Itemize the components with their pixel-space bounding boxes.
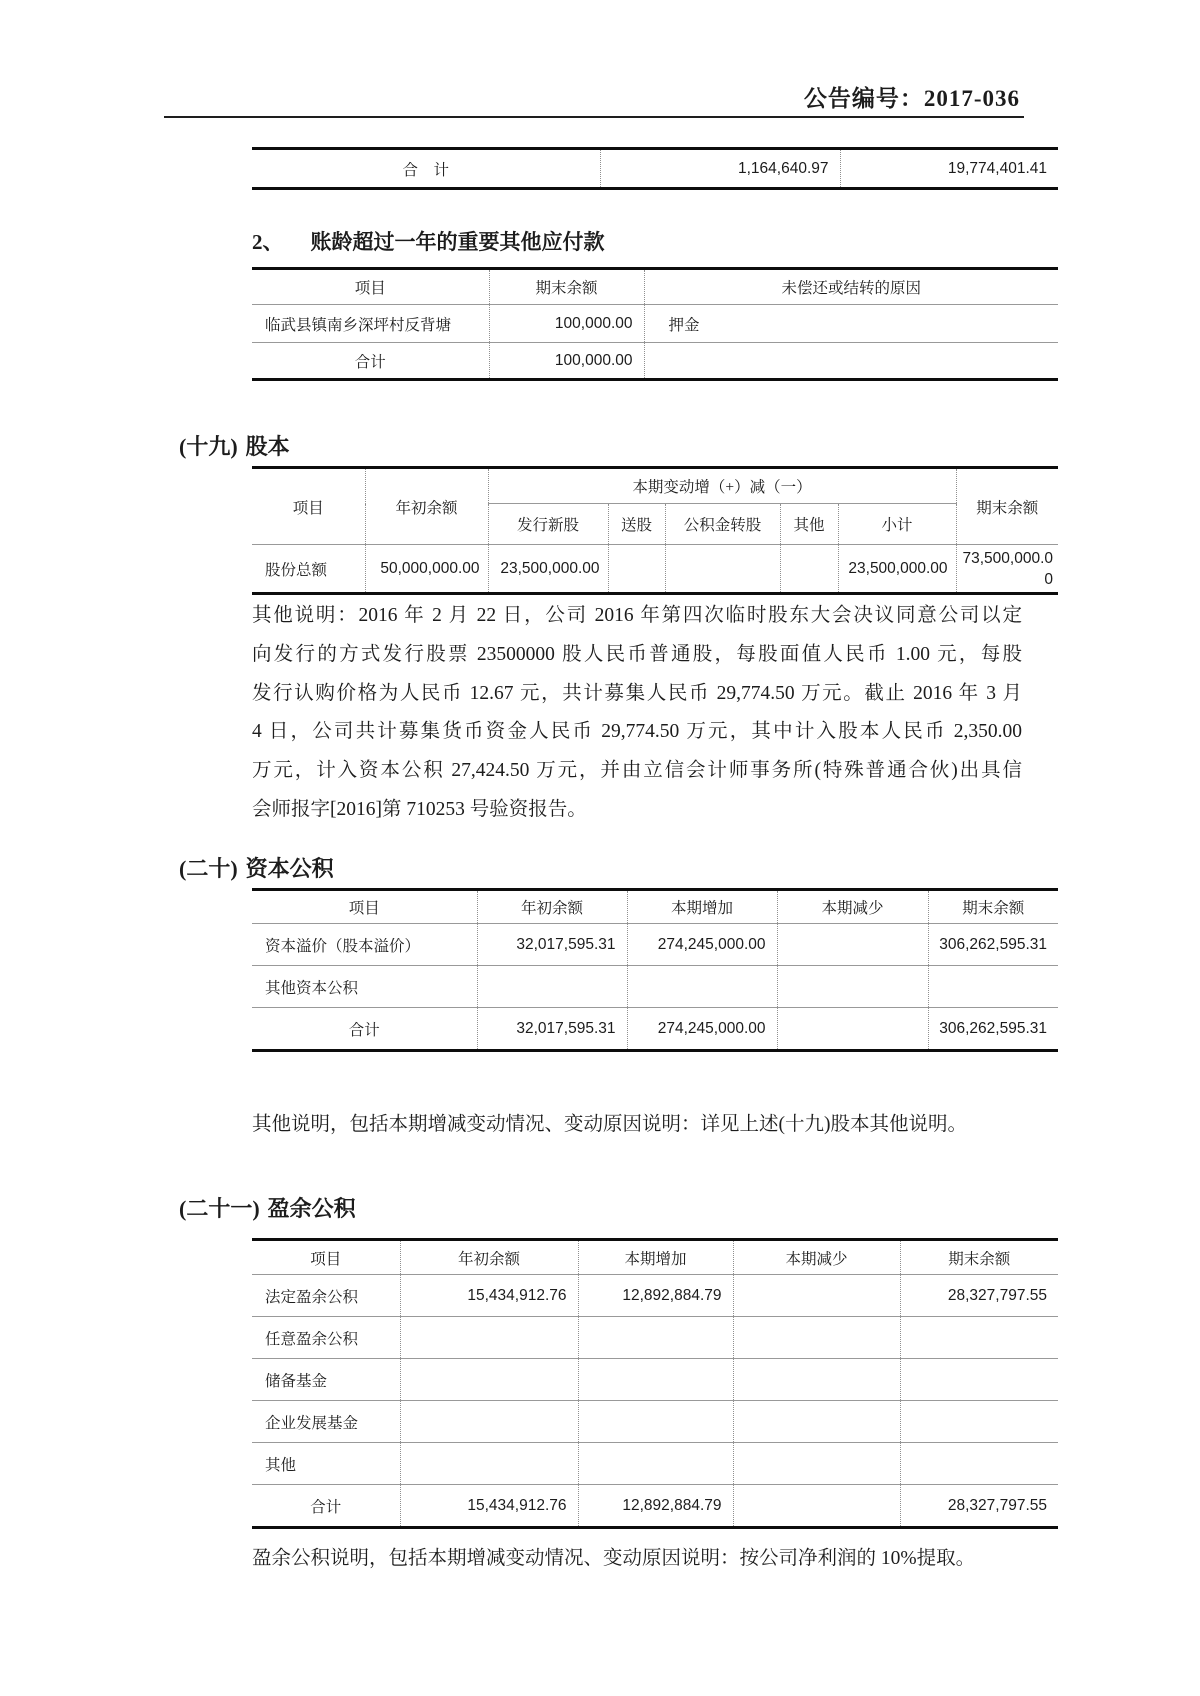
total-label-cell: 合 计 bbox=[402, 161, 449, 179]
heading-number: (十九) bbox=[179, 434, 238, 459]
amount-cell bbox=[578, 1443, 733, 1485]
header-cell: 期末余额 bbox=[900, 1240, 1058, 1275]
header-cell: 公积金转股 bbox=[665, 504, 780, 545]
share-capital-table bbox=[252, 466, 1058, 595]
item-cell: 企业发展基金 bbox=[252, 1401, 400, 1443]
header-cell: 本期减少 bbox=[733, 1240, 900, 1275]
amount-cell bbox=[777, 966, 928, 1008]
table-row bbox=[252, 305, 1058, 343]
note-line: 4 日，公司共计募集货币资金人民币 29,774.50 万元，其中计入股本人民币 2,350.00 bbox=[252, 721, 1022, 743]
item-cell: 任意盈余公积 bbox=[252, 1317, 400, 1359]
reason-cell: 押金 bbox=[644, 305, 1058, 343]
header-cell: 本期减少 bbox=[777, 890, 928, 924]
table-row bbox=[252, 343, 1058, 380]
amount-cell bbox=[400, 1443, 578, 1485]
reason-cell bbox=[644, 343, 1058, 380]
aged-payables-heading bbox=[252, 226, 605, 256]
heading-title: 资本公积 bbox=[245, 856, 334, 881]
total-amount-cell-2: 19,774,401.41 bbox=[840, 149, 1058, 189]
header-cell: 期末余额 bbox=[928, 890, 1058, 924]
amount-cell bbox=[900, 1401, 1058, 1443]
table-row bbox=[252, 149, 1058, 189]
amount-cell bbox=[665, 545, 780, 594]
heading-number: (二十) bbox=[179, 856, 238, 881]
amount-cell: 28,327,797.55 bbox=[900, 1485, 1058, 1528]
item-cell: 法定盈余公积 bbox=[252, 1275, 400, 1317]
item-cell: 合计 bbox=[252, 1008, 477, 1051]
capital-reserve-heading bbox=[179, 852, 334, 883]
header-cell: 年初余额 bbox=[400, 1240, 578, 1275]
header-cell: 其他 bbox=[780, 504, 838, 545]
header-cell: 未偿还或结转的原因 bbox=[644, 269, 1058, 305]
amount-cell bbox=[477, 966, 627, 1008]
table-row bbox=[252, 924, 1058, 966]
note-line: 其他说明：2016 年 2 月 22 日，公司 2016 年第四次临时股东大会决议同意公司以定 bbox=[252, 605, 1022, 626]
table-header-row bbox=[252, 468, 1058, 504]
table-row bbox=[252, 1359, 1058, 1401]
amount-cell bbox=[777, 924, 928, 966]
header-cell: 年初余额 bbox=[477, 890, 627, 924]
item-cell: 合计 bbox=[252, 343, 489, 380]
notice-number: 公告编号：2017-036 bbox=[803, 86, 1020, 111]
amount-cell bbox=[400, 1317, 578, 1359]
summary-total-table bbox=[252, 147, 1058, 190]
aged-payables-table bbox=[252, 267, 1058, 381]
table-row bbox=[252, 1317, 1058, 1359]
amount-cell: 12,892,884.79 bbox=[578, 1275, 733, 1317]
amount-cell: 12,892,884.79 bbox=[578, 1485, 733, 1528]
header-cell: 本期增加 bbox=[578, 1240, 733, 1275]
amount-cell: 306,262,595.31 bbox=[928, 924, 1058, 966]
note-line: 万元，计入资本公积 27,424.50 万元，并由立信会计师事务所(特殊普通合伙)出具信 bbox=[252, 760, 1022, 782]
header-cell: 项目 bbox=[348, 900, 380, 917]
table-header-row bbox=[252, 890, 1058, 924]
table-row bbox=[252, 545, 1058, 594]
amount-cell: 100,000.00 bbox=[489, 343, 644, 380]
header-cell: 项目 bbox=[292, 499, 324, 517]
header-cell: 期末余额 bbox=[956, 468, 1058, 545]
amount-cell: 50,000,000.00 bbox=[365, 545, 488, 594]
item-cell: 股份总额 bbox=[252, 545, 365, 594]
share-capital-note bbox=[252, 597, 1022, 830]
amount-cell bbox=[928, 966, 1058, 1008]
amount-cell: 306,262,595.31 bbox=[928, 1008, 1058, 1051]
amount-cell: 15,434,912.76 bbox=[400, 1275, 578, 1317]
amount-cell bbox=[400, 1401, 578, 1443]
heading-number: (二十一) bbox=[179, 1196, 260, 1221]
amount-cell bbox=[780, 545, 838, 594]
note-line: 发行认购价格为人民币 12.67 元，共计募集人民币 29,774.50 万元。截止 2016 年 3 月 bbox=[252, 682, 1022, 704]
amount-cell bbox=[608, 545, 665, 594]
amount-cell: 73,500,000.00 bbox=[956, 545, 1058, 594]
amount-cell: 32,017,595.31 bbox=[477, 1008, 627, 1051]
header-rule bbox=[164, 116, 1024, 118]
amount-cell bbox=[733, 1401, 900, 1443]
capital-reserve-note: 其他说明，包括本期增减变动情况、变动原因说明：详见上述(十九)股本其他说明。 bbox=[252, 1114, 967, 1135]
heading-number: 2、 bbox=[252, 230, 284, 254]
amount-cell bbox=[733, 1485, 900, 1528]
table-header-row bbox=[252, 269, 1058, 305]
table-row bbox=[252, 966, 1058, 1008]
header-cell: 送股 bbox=[608, 504, 665, 545]
amount-cell bbox=[777, 1008, 928, 1051]
surplus-reserve-table bbox=[252, 1238, 1058, 1529]
amount-cell: 15,434,912.76 bbox=[400, 1485, 578, 1528]
surplus-reserve-heading bbox=[179, 1192, 356, 1223]
item-cell: 其他 bbox=[252, 1443, 400, 1485]
amount-cell: 23,500,000.00 bbox=[488, 545, 608, 594]
note-line: 向发行的方式发行股票 23500000 股人民币普通股，每股面值人民币 1.00 元，每股 bbox=[252, 643, 1022, 665]
amount-cell bbox=[900, 1443, 1058, 1485]
share-capital-heading bbox=[179, 430, 290, 461]
amount-cell bbox=[733, 1275, 900, 1317]
item-cell: 其他资本公积 bbox=[252, 966, 477, 1008]
amount-cell: 32,017,595.31 bbox=[477, 924, 627, 966]
amount-cell bbox=[733, 1443, 900, 1485]
amount-cell: 100,000.00 bbox=[489, 305, 644, 343]
amount-cell bbox=[627, 966, 777, 1008]
table-row bbox=[252, 1443, 1058, 1485]
header-cell: 小计 bbox=[838, 504, 956, 545]
amount-cell bbox=[578, 1317, 733, 1359]
total-amount-cell-1: 1,164,640.97 bbox=[600, 149, 840, 189]
amount-cell bbox=[578, 1359, 733, 1401]
header-group-cell: 本期变动增（+）减（一） bbox=[488, 468, 956, 504]
amount-cell bbox=[578, 1401, 733, 1443]
amount-cell: 274,245,000.00 bbox=[627, 924, 777, 966]
table-row bbox=[252, 1485, 1058, 1528]
amount-cell: 23,500,000.00 bbox=[838, 545, 956, 594]
header-cell: 项目 bbox=[310, 1250, 342, 1268]
heading-title: 盈余公积 bbox=[267, 1196, 356, 1221]
header-cell: 本期增加 bbox=[627, 890, 777, 924]
item-cell: 资本溢价（股本溢价） bbox=[252, 924, 477, 966]
table-row bbox=[252, 1401, 1058, 1443]
header-cell: 年初余额 bbox=[365, 468, 488, 545]
note-line: 会师报字[2016]第 710253 号验资报告。 bbox=[252, 798, 587, 820]
amount-cell: 274,245,000.00 bbox=[627, 1008, 777, 1051]
item-cell: 合计 bbox=[252, 1485, 400, 1528]
table-row bbox=[252, 1008, 1058, 1051]
amount-cell bbox=[400, 1359, 578, 1401]
table-row bbox=[252, 1275, 1058, 1317]
header-cell: 项目 bbox=[354, 280, 386, 297]
heading-title: 股本 bbox=[245, 434, 290, 459]
item-cell: 临武县镇南乡深坪村反背塘 bbox=[252, 305, 489, 343]
header-cell: 发行新股 bbox=[488, 504, 608, 545]
item-cell: 储备基金 bbox=[252, 1359, 400, 1401]
table-header-row bbox=[252, 1240, 1058, 1275]
amount-cell bbox=[733, 1317, 900, 1359]
amount-cell bbox=[900, 1317, 1058, 1359]
header-cell: 期末余额 bbox=[489, 269, 644, 305]
capital-reserve-table bbox=[252, 888, 1058, 1052]
heading-title: 账龄超过一年的重要其他应付款 bbox=[310, 230, 605, 254]
amount-cell bbox=[733, 1359, 900, 1401]
surplus-reserve-note: 盈余公积说明，包括本期增减变动情况、变动原因说明：按公司净利润的 10%提取。 bbox=[252, 1548, 976, 1569]
amount-cell bbox=[900, 1359, 1058, 1401]
amount-cell: 28,327,797.55 bbox=[900, 1275, 1058, 1317]
